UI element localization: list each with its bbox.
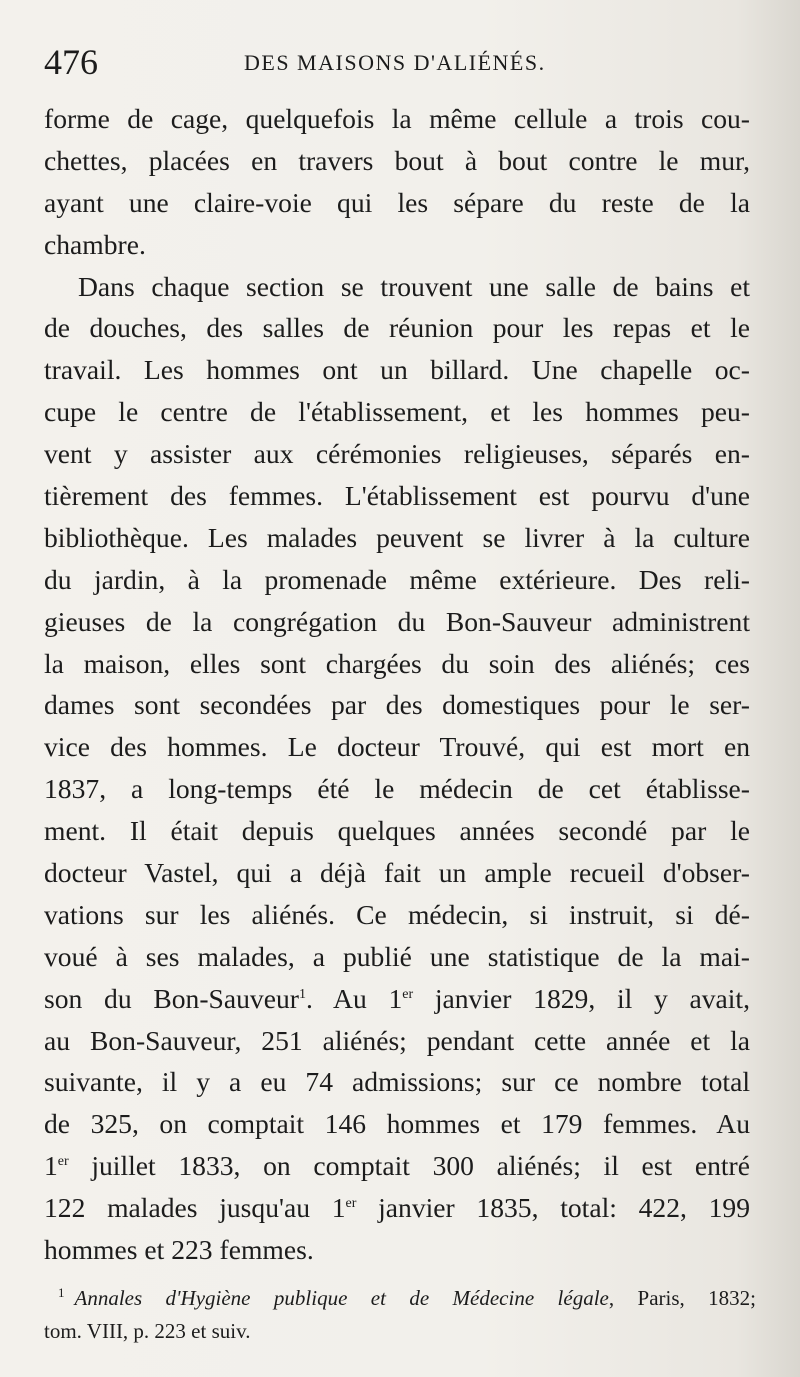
text-line: bibliothèque. Les malades peuvent se livrer à la culture [44,521,750,553]
footnote-reference: 1 [298,986,306,1002]
text-segment: janvier 1835, total: 422, 199 [356,1192,750,1224]
text-line: chettes, placées en travers bout à bout contre le mur, [44,144,750,176]
footnote-source-title: Annales d'Hygiène publique et de Médecine légale [74,1286,609,1310]
footnote-marker: 1 [58,1285,65,1300]
text-line: vice des hommes. Le docteur Trouvé, qui est mort en [44,731,750,763]
text-line: cupe le centre de l'établissement, et les hommes peu- [44,396,750,428]
page-header [44,42,770,86]
text-segment: 122 malades jusqu'au 1 [44,1192,346,1224]
running-head: DES MAISONS D'ALIÉNÉS. [244,50,546,75]
text-line: travail. Les hommes ont un billard. Une chapelle oc- [44,354,750,386]
text-line: hommes et 223 femmes. [44,1234,314,1266]
text-line: suivante, il y a eu 74 admissions; sur ce nombre total [44,1066,750,1098]
text-line: gieuses de la congrégation du Bon-Sauveur administrent [44,605,750,637]
footnote-line [44,1276,756,1315]
text-segment: juillet 1833, on comptait 300 aliénés; il est entré [68,1150,750,1182]
text-line: ment. Il était depuis quelques années secondé par le [44,815,750,847]
ordinal-superscript: er [345,1195,357,1211]
text-segment: . Au 1 [305,982,403,1014]
footnote-source-details: , Paris, 1832; [608,1286,756,1310]
text-segment: janvier 1829, il y avait, [413,982,750,1014]
text-line: de douches, des salles de réunion pour les repas et le [44,312,750,344]
text-line: du jardin, à la promenade même extérieure. Des reli- [44,563,750,595]
ordinal-superscript: er [57,1154,69,1170]
text-segment: 1 [44,1150,58,1182]
text-line: voué à ses malades, a publié une statistique de la mai- [44,940,750,972]
text-line: vent y assister aux cérémonies religieuses, séparés en- [44,438,750,470]
text-line: 1837, a long-temps été le médecin de cet établisse- [44,773,750,805]
text-line: au Bon-Sauveur, 251 aliénés; pendant cette année et la [44,1024,750,1056]
paragraph-start-line: Dans chaque section se trouvent une salle de bains et [78,270,750,302]
text-line: dames sont secondées par des domestiques pour le ser- [44,689,750,721]
text-line: vations sur les aliénés. Ce médecin, si instruit, si dé- [44,898,750,930]
text-line: tièrement des femmes. L'établissement est pourvu d'une [44,480,750,512]
body-text [44,98,750,1271]
text-line: la maison, elles sont chargées du soin des aliénés; ces [44,647,750,679]
footnote [44,1276,756,1348]
text-line: de 325, on comptait 146 hommes et 179 femmes. Au [44,1108,750,1140]
page-number: 476 [44,42,98,82]
text-line [44,1187,750,1229]
text-line: chambre. [44,228,146,260]
ordinal-superscript: er [402,986,414,1002]
text-segment: son du Bon-Sauveur [44,982,299,1014]
text-line: forme de cage, quelquefois la même cellule a trois cou- [44,103,750,134]
text-line [44,1145,750,1187]
text-line: ayant une claire-voie qui les sépare du reste de la [44,186,750,218]
text-line: docteur Vastel, qui a déjà fait un ample recueil d'obser- [44,857,750,889]
footnote-line: tom. VIII, p. 223 et suiv. [44,1319,251,1343]
text-line [44,978,750,1020]
